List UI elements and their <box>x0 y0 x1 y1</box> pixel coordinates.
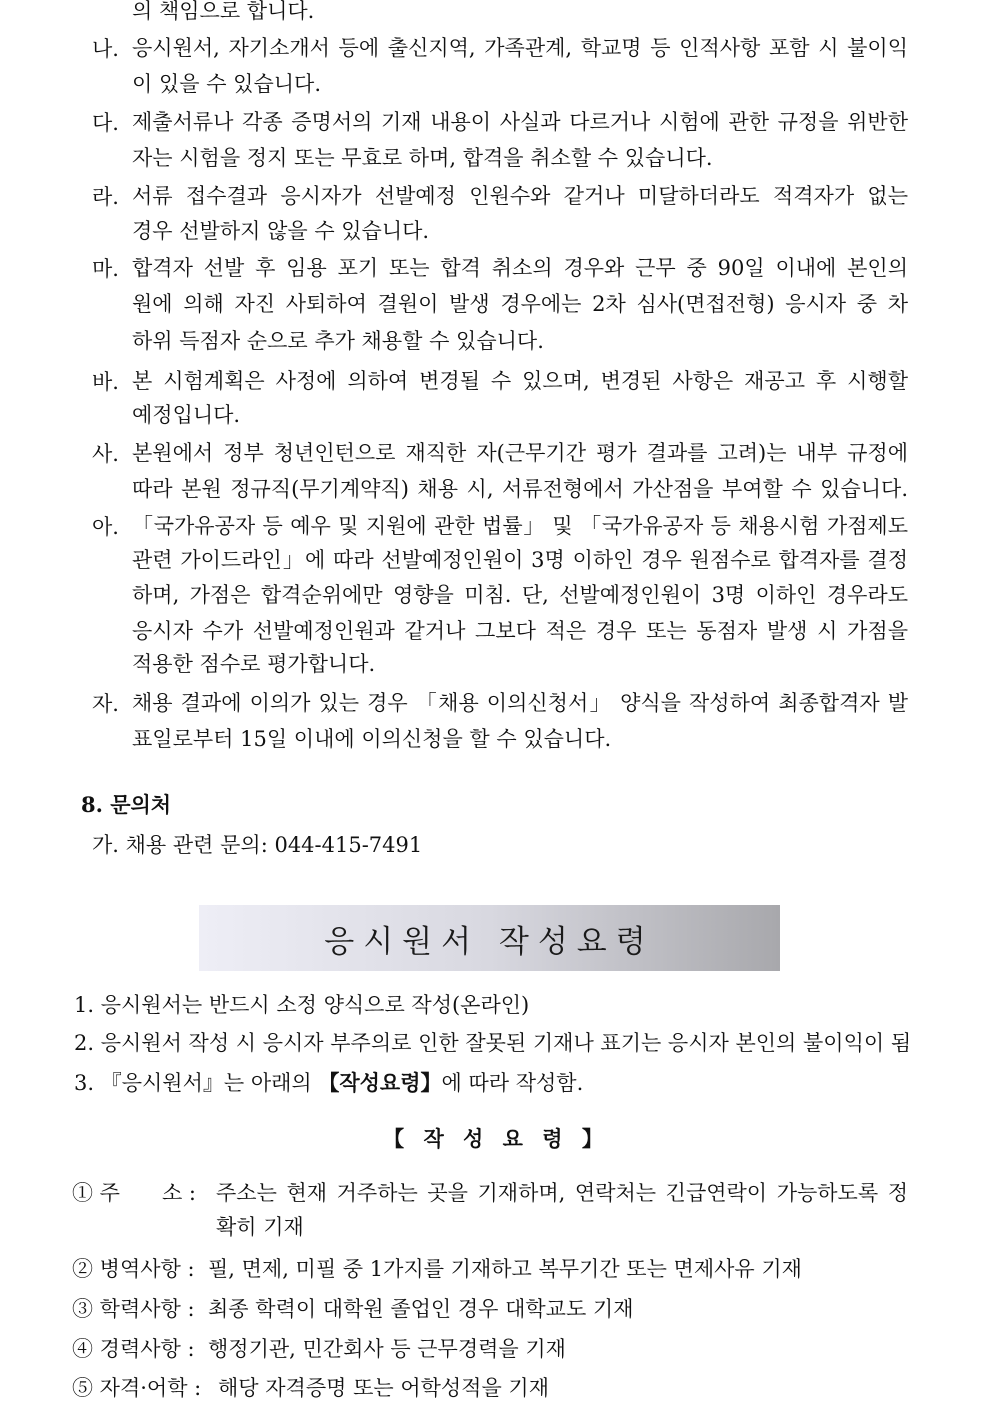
note-marker-ma: 마. <box>92 257 119 281</box>
note-ma-line-1: 합격자 선발 후 임용 포기 또는 합격 취소의 경우와 근무 중 90일 이내에 본인의 <box>132 256 908 280</box>
note-ra-line-2: 경우 선발하지 않을 수 있습니다. <box>132 219 430 243</box>
note-na-line-2: 이 있을 수 있습니다. <box>132 72 321 96</box>
field-address-line-2: 확히 기재 <box>216 1215 304 1239</box>
note-ra-line-1: 서류 접수결과 응시자가 선발예정 인원수와 같거나 미달하더라도 적격자가 없는 <box>132 184 908 208</box>
guide-item3-pre: 3. 『응시원서』는 아래의 <box>74 1071 319 1095</box>
guide-list-item-3 <box>74 1068 583 1098</box>
field-education-text: 최종 학력이 대학원 졸업인 경우 대학교도 기재 <box>208 1297 634 1321</box>
field-qualification-text: 해당 자격증명 또는 어학성적을 기재 <box>218 1376 549 1400</box>
note-sa-line-2: 따라 본원 정규직(무기계약직) 채용 시, 서류전형에서 가산점을 부여할 수 있습니다. <box>132 477 908 501</box>
contact-phone: 가. 채용 관련 문의: 044-415-7491 <box>92 833 423 857</box>
note-marker-da: 다. <box>92 111 119 135</box>
note-marker-ja: 자. <box>92 692 119 716</box>
note-da-line-2: 자는 시험을 정지 또는 무효로 하며, 합격을 취소할 수 있습니다. <box>132 146 713 170</box>
field-label-career: ④ 경력사항 : <box>72 1337 195 1361</box>
note-marker-ba: 바. <box>92 370 119 394</box>
guide-item3-bold: 【작성요령】 <box>318 1070 442 1095</box>
note-a-line-3: 하며, 가점은 합격순위에만 영향을 미침. 단, 선발예정인원이 3명 이하인 경우라도 <box>132 583 908 607</box>
note-a-line-2: 관련 가이드라인」에 따라 선발예정인원이 3명 이하인 경우 원점수로 합격자를 결정 <box>132 548 908 572</box>
note-a-line-5: 적용한 점수로 평가합니다. <box>132 652 376 676</box>
field-label-qualification: ⑤ 자격·어학 : <box>72 1376 202 1400</box>
field-label-education: ③ 학력사항 : <box>72 1297 195 1321</box>
note-marker-na: 나. <box>92 37 119 61</box>
field-label-address: ① 주 소 : <box>72 1181 196 1205</box>
field-label-military: ② 병역사항 : <box>72 1257 195 1281</box>
note-na-line-1: 응시원서, 자기소개서 등에 출신지역, 가족관계, 학교명 등 인적사항 포함 시 불이익 <box>132 36 908 60</box>
guide-list-item-1: 1. 응시원서는 반드시 소정 양식으로 작성(온라인) <box>74 993 530 1017</box>
guide-subtitle: 【 작 성 요 령 】 <box>383 1126 609 1151</box>
guide-list-item-2: 2. 응시원서 작성 시 응시자 부주의로 인한 잘못된 기재나 표기는 응시자 본인의 불이익이 됨 <box>74 1031 912 1055</box>
note-a-line-4: 응시자 수가 선발예정인원과 같거나 그보다 적은 경우 또는 동점자 발생 시 가점을 <box>132 619 908 643</box>
guide-banner <box>199 905 780 971</box>
note-ja-line-2: 표일로부터 15일 이내에 이의신청을 할 수 있습니다. <box>132 727 612 751</box>
guide-banner-title: 응시원서 작성요령 <box>324 923 655 960</box>
field-military-text: 필, 면제, 미필 중 1가지를 기재하고 복무기간 또는 면제사유 기재 <box>208 1257 802 1281</box>
note-da-line-1: 제출서류나 각종 증명서의 기재 내용이 사실과 다르거나 시험에 관한 규정을 위반한 <box>132 110 908 134</box>
note-continuation: 의 책임으로 합니다. <box>132 0 315 23</box>
contact-heading: 8. 문의처 <box>81 792 172 817</box>
field-address-line-1: 주소는 현재 거주하는 곳을 기재하며, 연락처는 긴급연락이 가능하도록 정 <box>216 1181 908 1205</box>
note-ja-line-1: 채용 결과에 이의가 있는 경우 「채용 이의신청서」 양식을 작성하여 최종합격자 발 <box>132 691 908 715</box>
note-ma-line-3: 하위 득점자 순으로 추가 채용할 수 있습니다. <box>132 329 544 353</box>
note-marker-a: 아. <box>92 515 119 539</box>
note-sa-line-1: 본원에서 정부 청년인턴으로 재직한 자(근무기간 평가 결과를 고려)는 내부 규정에 <box>132 441 908 465</box>
note-ma-line-2: 원에 의해 자진 사퇴하여 결원이 발생 경우에는 2차 심사(면접전형) 응시자 중 차 <box>132 292 908 316</box>
note-a-line-1: 「국가유공자 등 예우 및 지원에 관한 법률」 및 「국가유공자 등 채용시험 가점제도 <box>132 514 908 538</box>
note-marker-sa: 사. <box>92 442 119 466</box>
guide-item3-post: 에 따라 작성함. <box>441 1071 584 1095</box>
note-ba-line-1: 본 시험계획은 사정에 의하여 변경될 수 있으며, 변경된 사항은 재공고 후 시행할 <box>132 369 908 393</box>
field-career-text: 행정기관, 민간회사 등 근무경력을 기재 <box>208 1337 566 1361</box>
note-marker-ra: 라. <box>92 185 119 209</box>
note-ba-line-2: 예정입니다. <box>132 403 241 427</box>
